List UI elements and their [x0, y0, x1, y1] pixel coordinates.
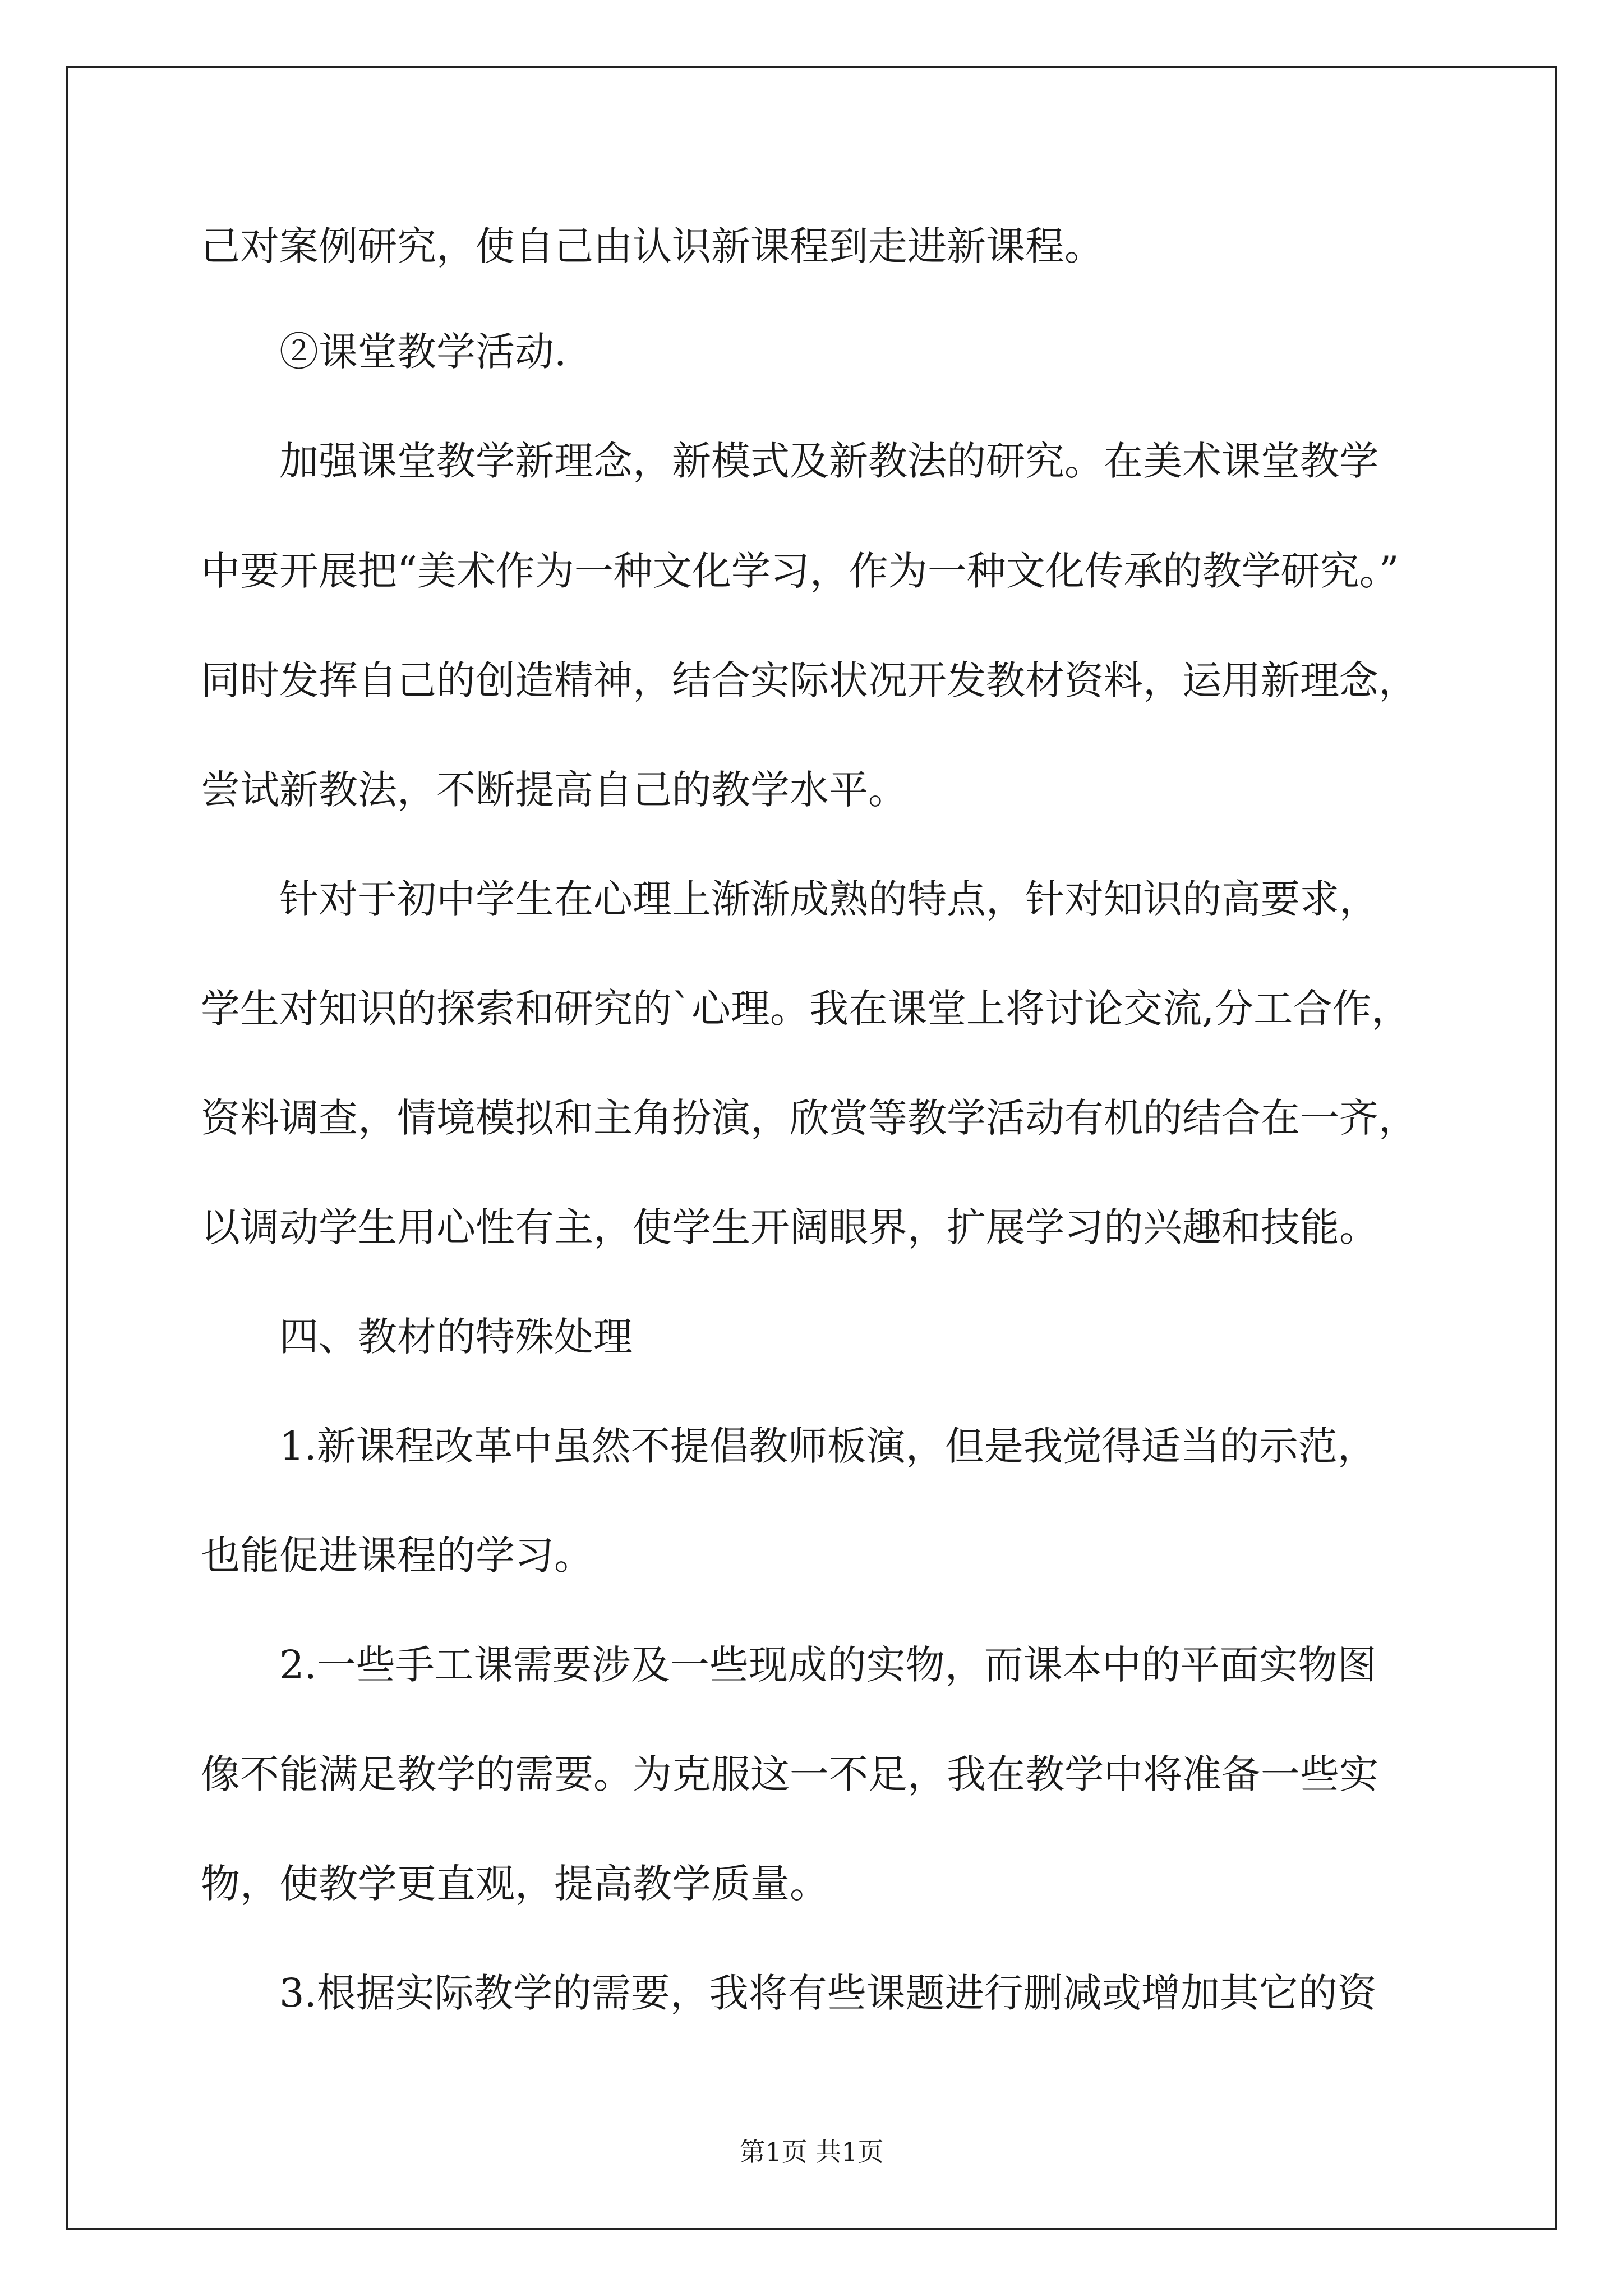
text-line-5: 同时发挥自己的创造精神，结合实际状况开发教材资料，运用新理念， [201, 657, 1418, 703]
text-line-8: 学生对知识的探索和研究的`心理。我在课堂上将讨论交流,分工合作， [201, 986, 1411, 1032]
text-line-2: ②课堂教学活动. [279, 329, 567, 375]
text-line-17: 3.根据实际教学的需要，我将有些课题进行删减或增加其它的资 [279, 1970, 1377, 2016]
text-line-9: 资料调查，情境模拟和主角扮演，欣赏等教学活动有机的结合在一齐， [201, 1095, 1418, 1141]
text-line-14: 2.一些手工课需要涉及一些现成的实物，而课本中的平面实物图 [279, 1642, 1377, 1688]
text-line-15: 像不能满足教学的需要。为克服这一不足，我在教学中将准备一些实 [201, 1751, 1378, 1797]
text-line-12: 1.新课程改革中虽然不提倡教师板演，但是我觉得适当的示范， [279, 1423, 1377, 1469]
text-line-7: 针对于初中学生在心理上渐渐成熟的特点，针对知识的高要求， [279, 876, 1378, 922]
page-footer: 第1页 共1页 [739, 2137, 884, 2167]
text-line-1: 己对案例研究，使自己由认识新课程到走进新课程。 [201, 223, 1104, 269]
section-heading: 四、教材的特殊处理 [279, 1314, 633, 1360]
text-line-16: 物，使教学更直观，提高教学质量。 [201, 1861, 829, 1907]
text-line-10: 以调动学生用心性有主，使学生开阔眼界，扩展学习的兴趣和技能。 [201, 1204, 1378, 1250]
text-line-4: 中要开展把“美术作为一种文化学习，作为一种文化传承的教学研究。” [201, 548, 1399, 594]
text-line-13: 也能促进课程的学习。 [201, 1533, 593, 1579]
text-line-6: 尝试新教法，不断提高自己的教学水平。 [201, 767, 907, 813]
text-line-3: 加强课堂教学新理念，新模式及新教法的研究。在美术课堂教学 [279, 438, 1378, 484]
